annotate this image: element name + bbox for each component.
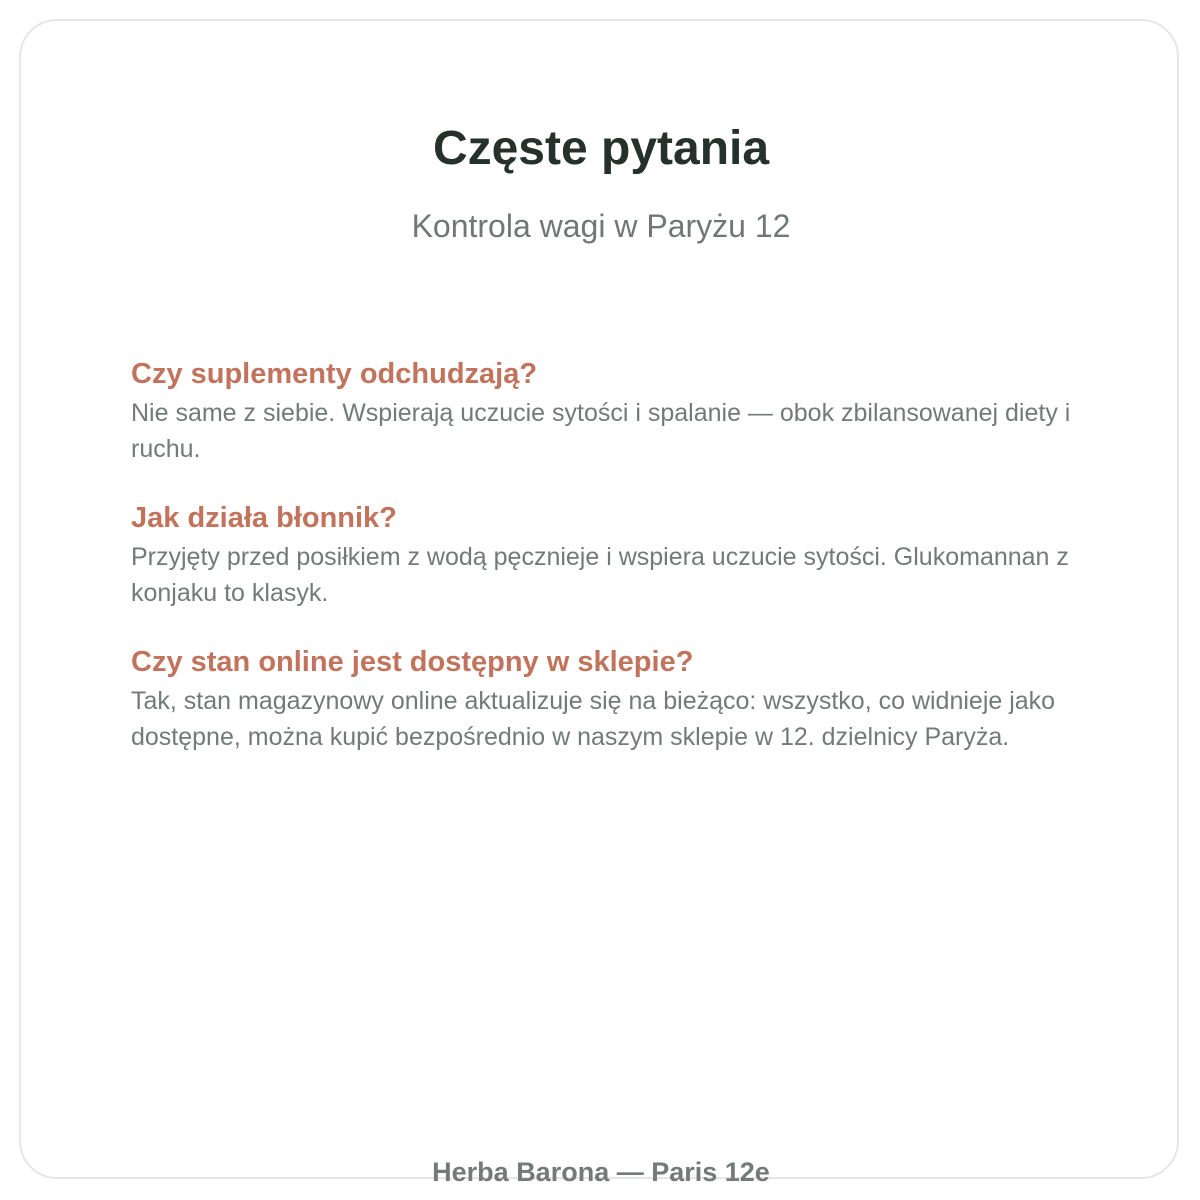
footer-brand: Herba Barona — Paris 12e (432, 1157, 770, 1187)
faq-question: Czy suplementy odchudzają? (131, 358, 538, 390)
faq-item (131, 643, 1111, 755)
faq-item (131, 499, 1111, 611)
faq-question: Jak działa błonnik? (131, 502, 397, 534)
faq-answer: Tak, stan magazynowy online aktualizuje się na bieżąco: wszystko, co widnieje jako dostępne, można kupić bezpośrednio w naszym sklepie w 12. dzielnicy Paryża. (131, 687, 1056, 751)
faq-question: Czy stan online jest dostępny w sklepie? (131, 646, 694, 678)
page-subtitle: Kontrola wagi w Paryżu 12 (411, 208, 791, 244)
faq-list (131, 355, 1111, 787)
faq-answer: Nie same z siebie. Wspierają uczucie sytości i spalanie — obok zbilansowanej diety i ruchu. (131, 399, 1071, 463)
faq-item (131, 355, 1111, 467)
faq-card (19, 19, 1179, 1187)
faq-answer: Przyjęty przed posiłkiem z wodą pęcznieje i wspiera uczucie sytości. Glukomannan z konjaku to klasyk. (131, 543, 1069, 607)
page-title: Częste pytania (432, 122, 770, 175)
